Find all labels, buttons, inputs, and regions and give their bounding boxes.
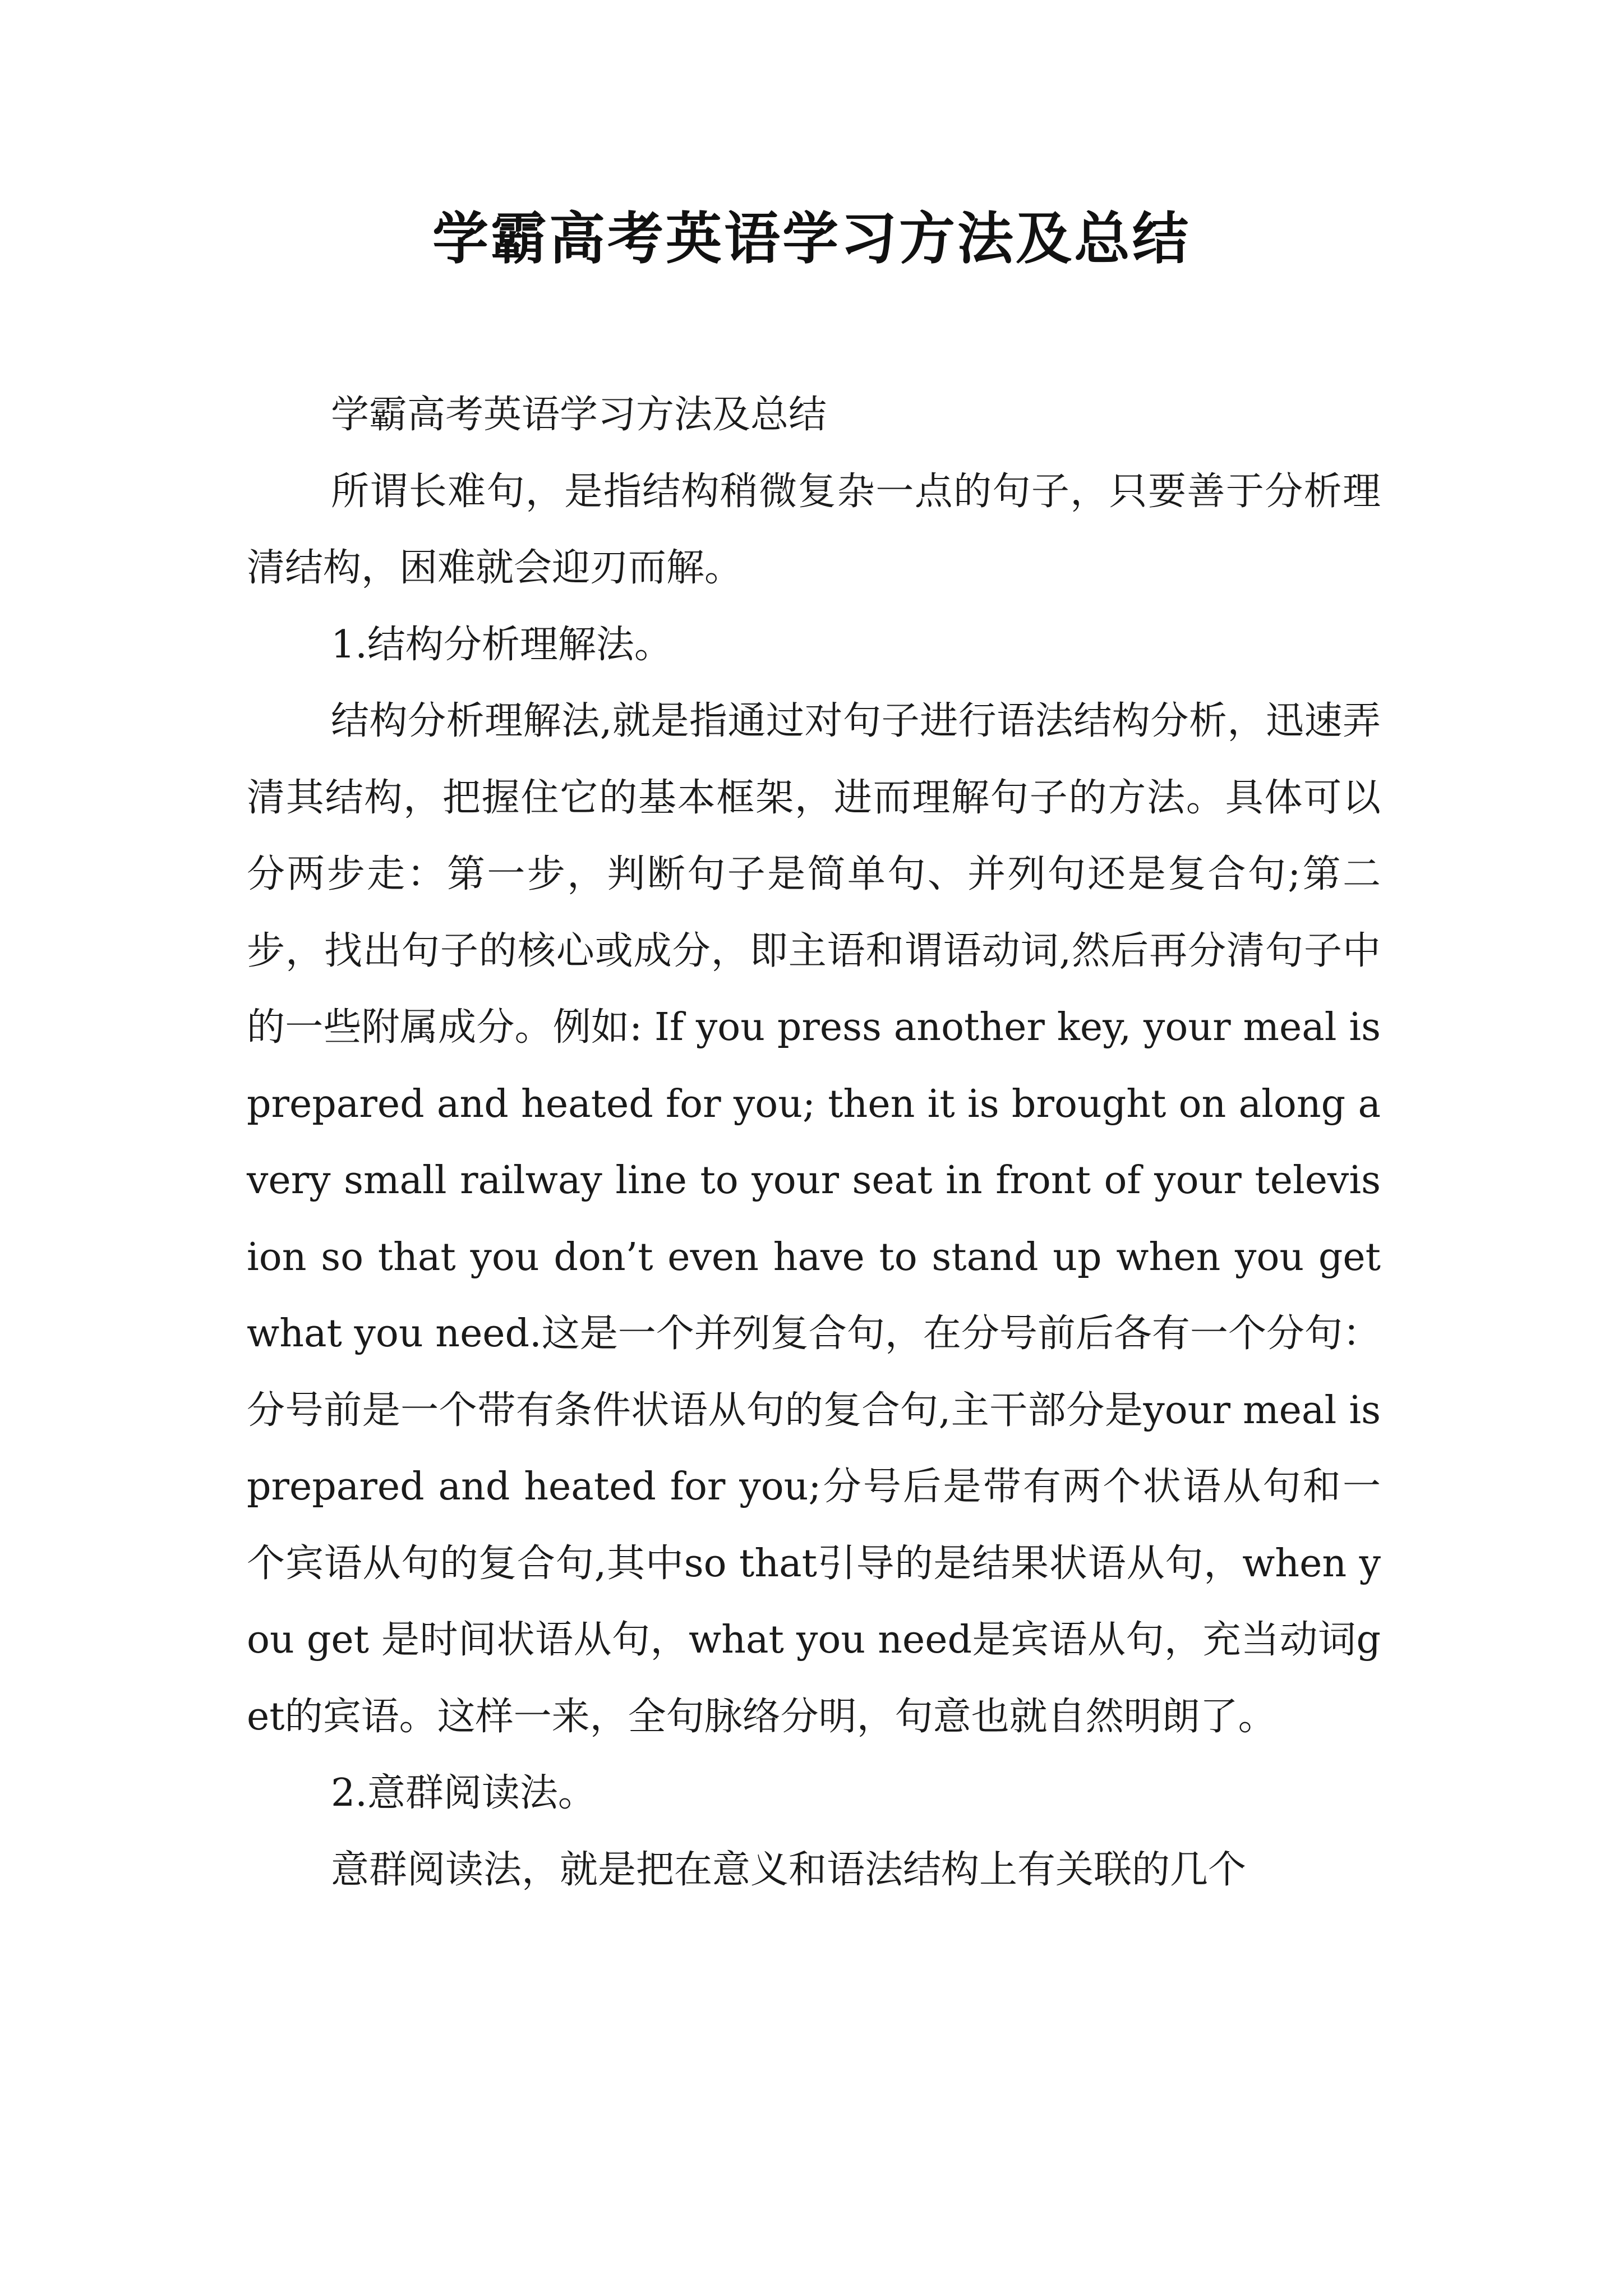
paragraph-structure-analysis: 结构分析理解法,就是指通过对句子进行语法结构分析，迅速弄清其结构，把握住它的基本框架，进而理解句子的方法。具体可以分两步走：第一步，判断句子是简单句、并列句还是复合句;第二步，找出句子的核心或成分，即主语和谓语动词,然后再分清句子中的一些附属成分。例如: If you press another key, your meal is prepared and heated for you; then it is brought on along a very small railway line to your seat in front of your television so that you don’t even have to stand up when you get what you need.这是一个并列复合句，在分号前后各有一个分句：分号前是一个带有条件状语从句的复合句,主干部分是your meal is prepared and heated for you;分号后是带有两个状语从句和一个宾语从句的复合句,其中so that引导的是结果状语从句，when you get 是时间状语从句，what you need是宾语从句，充当动词get的宾语。这样一来，全句脉络分明，句意也就自然明朗了。 [247, 699, 1381, 1739]
paragraph-intro: 所谓长难句，是指结构稍微复杂一点的句子，只要善于分析理清结构，困难就会迎刃而解。 [247, 469, 1381, 590]
section-heading-sense-group-reading: 2.意群阅读法。 [331, 1771, 596, 1815]
paragraph-sense-group-reading: 意群阅读法，就是把在意义和语法结构上有关联的几个 [331, 1847, 1247, 1892]
document-title: 学霸高考英语学习方法及总结 [432, 205, 1191, 272]
document-body [247, 377, 1381, 1908]
paragraph-subtitle: 学霸高考英语学习方法及总结 [331, 393, 827, 437]
section-heading-structure-analysis: 1.结构分析理解法。 [331, 622, 672, 667]
